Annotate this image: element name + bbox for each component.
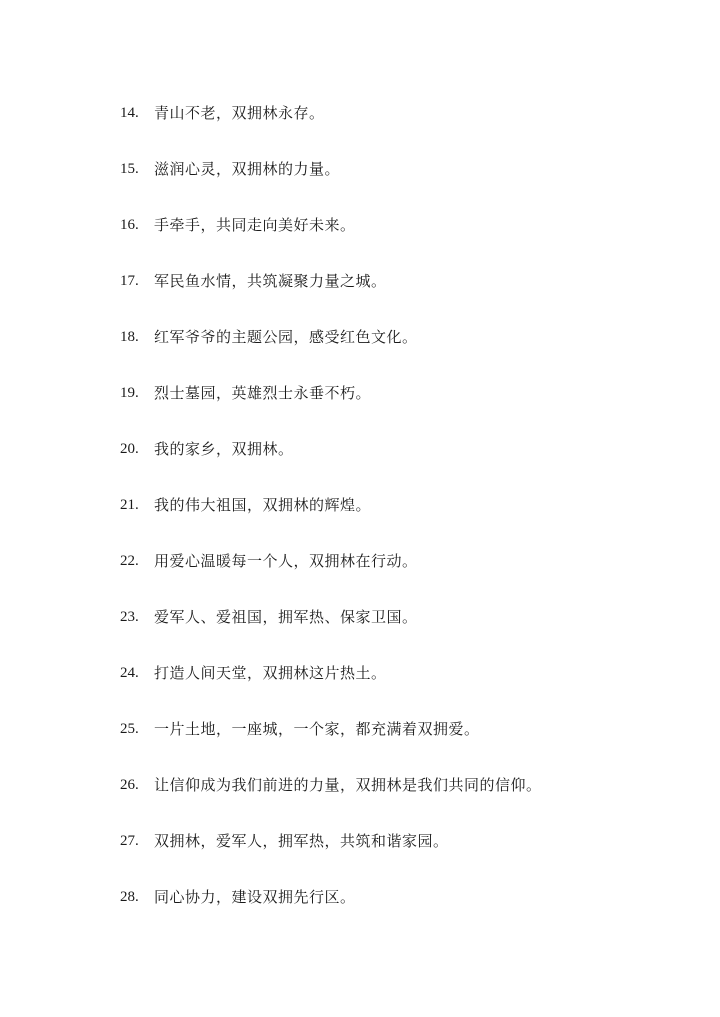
list-item bbox=[120, 813, 700, 869]
list-item bbox=[120, 197, 700, 253]
item-number: 22. bbox=[120, 553, 139, 569]
list-item bbox=[120, 533, 700, 589]
item-text: 手牵手，共同走向美好未来。 bbox=[154, 216, 356, 234]
item-text: 红军爷爷的主题公园，感受红色文化。 bbox=[154, 328, 418, 346]
list-item bbox=[120, 589, 700, 645]
item-number: 20. bbox=[120, 441, 139, 457]
item-text: 滋润心灵，双拥林的力量。 bbox=[154, 160, 341, 178]
list-item bbox=[120, 645, 700, 701]
item-text: 军民鱼水情，共筑凝聚力量之城。 bbox=[154, 272, 387, 290]
list-item bbox=[120, 701, 700, 757]
list-item bbox=[120, 365, 700, 421]
item-text: 我的伟大祖国，双拥林的辉煌。 bbox=[154, 496, 372, 514]
item-text: 打造人间天堂，双拥林这片热土。 bbox=[154, 664, 387, 682]
list-item bbox=[120, 253, 700, 309]
item-number: 18. bbox=[120, 329, 139, 345]
list-item bbox=[120, 869, 700, 925]
item-number: 25. bbox=[120, 721, 139, 737]
item-number: 14. bbox=[120, 105, 139, 121]
list-item bbox=[120, 757, 700, 813]
item-text: 青山不老，双拥林永存。 bbox=[154, 104, 325, 122]
item-text: 用爱心温暖每一个人，双拥林在行动。 bbox=[154, 552, 418, 570]
list-item bbox=[120, 477, 700, 533]
item-text: 双拥林，爱军人，拥军热，共筑和谐家园。 bbox=[154, 832, 449, 850]
item-number: 21. bbox=[120, 497, 139, 513]
item-number: 28. bbox=[120, 889, 139, 905]
item-text: 一片土地，一座城，一个家，都充满着双拥爱。 bbox=[154, 720, 480, 738]
list-item bbox=[120, 85, 700, 141]
item-text: 让信仰成为我们前进的力量，双拥林是我们共同的信仰。 bbox=[154, 776, 542, 794]
item-number: 19. bbox=[120, 385, 139, 401]
item-text: 爱军人、爱祖国，拥军热、保家卫国。 bbox=[154, 608, 418, 626]
item-text: 我的家乡，双拥林。 bbox=[154, 440, 294, 458]
item-number: 16. bbox=[120, 217, 139, 233]
item-number: 24. bbox=[120, 665, 139, 681]
item-number: 27. bbox=[120, 833, 139, 849]
item-number: 23. bbox=[120, 609, 139, 625]
list-item bbox=[120, 309, 700, 365]
list-item bbox=[120, 421, 700, 477]
item-number: 17. bbox=[120, 273, 139, 289]
list-item bbox=[120, 141, 700, 197]
item-text: 烈士墓园，英雄烈士永垂不朽。 bbox=[154, 384, 372, 402]
item-number: 26. bbox=[120, 777, 139, 793]
item-number: 15. bbox=[120, 161, 139, 177]
item-text: 同心协力，建设双拥先行区。 bbox=[154, 888, 356, 906]
slogan-list bbox=[120, 85, 700, 925]
